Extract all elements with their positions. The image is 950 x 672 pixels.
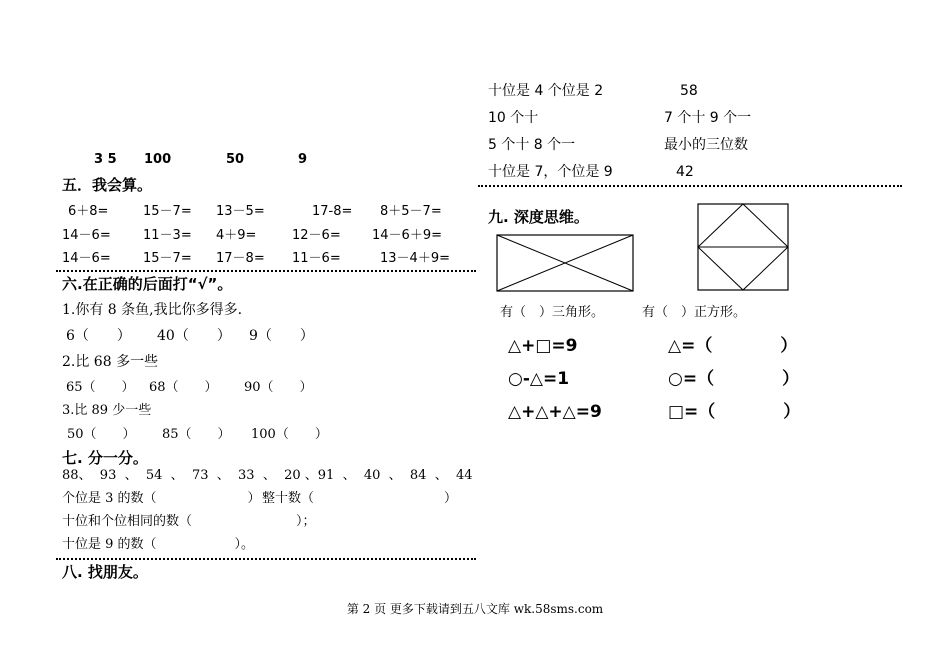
answer-triangle: △=（ ）: [668, 336, 798, 356]
match-item: 7 个十 9 个一: [664, 110, 752, 126]
answer-circle: ○=（ ）: [668, 369, 800, 389]
equation-1: △+□=9: [508, 336, 578, 356]
answer-square: □=（ ）: [668, 402, 801, 422]
classify-line: 整十数（ ）: [262, 491, 458, 506]
answer-option: 6（ ）: [66, 328, 131, 344]
question-text: 1.你有 8 条鱼,我比你多得多.: [62, 302, 243, 318]
calc-item: 17－8=: [216, 251, 265, 266]
answer-option: 9（ ）: [249, 328, 314, 344]
calc-item: 17-8=: [312, 204, 353, 219]
triangle-count-question: 有（ ）三角形。: [500, 305, 605, 320]
equation-2: ○-△=1: [508, 369, 570, 389]
number-row-item: 3 5: [94, 152, 117, 167]
calc-item: 15－7=: [143, 204, 192, 219]
match-item: 5 个十 8 个一: [488, 137, 576, 153]
calc-item: 15－7=: [143, 251, 192, 266]
classify-line: 十位是 9 的数（ ）。: [62, 537, 255, 552]
question-text: 3.比 89 少一些: [62, 403, 152, 418]
calc-item: 12－6=: [292, 228, 341, 243]
answer-option: 40（ ）: [157, 328, 231, 344]
number-list: 88、 93 、 54 、 73 、 33 、 20 、91 、 40 、 84 、 44: [62, 468, 473, 483]
classify-line: 十位和个位相同的数（ ）；: [62, 514, 316, 529]
section6-title: 六.在正确的后面打“√”。: [62, 275, 233, 293]
answer-option: 68（ ）: [149, 380, 218, 395]
match-item: 42: [676, 164, 694, 180]
match-item: 58: [680, 83, 698, 99]
question-text: 2.比 68 多一些: [62, 354, 159, 370]
answer-option: 85（ ）: [162, 427, 231, 442]
section-divider: [56, 558, 476, 560]
calc-item: 8＋5－7=: [380, 204, 442, 219]
match-item: 10 个十: [488, 110, 539, 126]
calc-item: 6＋8=: [68, 204, 109, 219]
rectangle-figure: [496, 234, 634, 292]
page-footer: 第 2 页 更多下载请到五八文库 wk.58sms.com: [346, 602, 604, 616]
equation-3: △+△+△=9: [508, 402, 602, 422]
calc-item: 14－6=: [62, 251, 111, 266]
answer-option: 50（ ）: [67, 427, 136, 442]
calc-item: 13－5=: [216, 204, 265, 219]
number-row-item: 50: [226, 152, 245, 167]
section7-title: 七. 分一分。: [62, 449, 148, 467]
number-row-item: 100: [144, 152, 172, 167]
section-divider: [56, 270, 476, 272]
calc-item: 14－6=: [62, 228, 111, 243]
match-item: 最小的三位数: [664, 137, 748, 153]
calc-item: 11－3=: [143, 228, 192, 243]
classify-line: 个位是 3 的数（ ）: [62, 491, 261, 506]
square-figure: [697, 203, 789, 291]
calc-item: 11－6=: [292, 251, 341, 266]
section8-title: 八. 找朋友。: [62, 563, 148, 581]
answer-option: 65（ ）: [66, 380, 135, 395]
calc-item: 14－6＋9=: [372, 228, 442, 243]
calc-item: 4＋9=: [216, 228, 257, 243]
match-item: 十位是 7，个位是 9: [488, 164, 613, 180]
calc-item: 13－4＋9=: [380, 251, 450, 266]
answer-option: 100（ ）: [251, 427, 328, 442]
section5-title: 五．我会算。: [62, 176, 153, 194]
match-item: 十位是 4 个位是 2: [488, 83, 604, 99]
square-count-question: 有（ ）正方形。: [642, 305, 747, 320]
section9-title: 九. 深度思维。: [488, 208, 589, 226]
number-row-item: 9: [298, 152, 308, 167]
section-divider: [478, 185, 902, 187]
answer-option: 90（ ）: [244, 380, 313, 395]
